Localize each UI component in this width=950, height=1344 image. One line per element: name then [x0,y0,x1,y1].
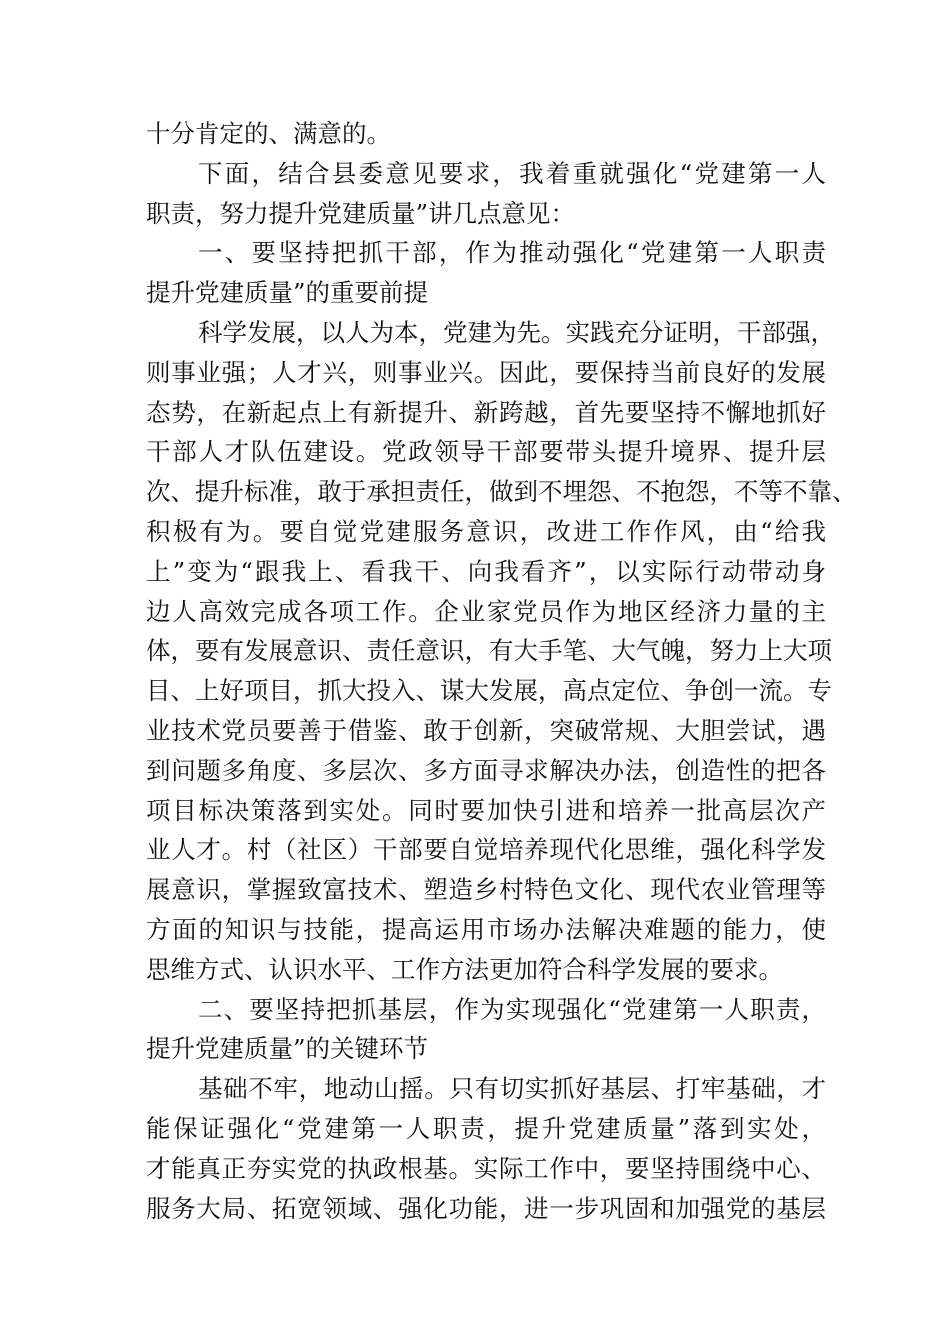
text-line: 积极有为。要自觉党建服务意识，改进工作作风，由“给我 [146,516,826,546]
text-line: 到问题多角度、多层次、多方面寻求解决办法，创造性的把各 [146,755,826,785]
text-line: 展意识，掌握致富技术、塑造乡村特色文化、现代农业管理等 [146,875,826,905]
text-line: 边人高效完成各项工作。企业家党员作为地区经济力量的主 [146,596,826,626]
text-line: 职责，努力提升党建质量”讲几点意见： [146,198,576,228]
text-line: 目、上好项目，抓大投入、谋大发展，高点定位、争创一流。专 [146,676,832,706]
text-line: 基础不牢，地动山摇。只有切实抓好基层、打牢基础，才 [198,1074,826,1104]
section-heading-line: 二、要坚持把抓基层，作为实现强化“党建第一人职责， [198,994,826,1024]
text-line: 科学发展，以人为本，党建为先。实践充分证明，干部强， [198,317,835,347]
section-heading-line: 提升党建质量”的关键环节 [146,1034,429,1064]
text-line: 项目标决策落到实处。同时要加快引进和培养一批高层次产 [146,795,826,825]
text-line: 干部人才队伍建设。党政领导干部要带头提升境界、提升层 [146,437,826,467]
text-line: 上”变为“跟我上、看我干、向我看齐”，以实际行动带动身 [146,556,826,586]
text-line: 下面，结合县委意见要求，我着重就强化“党建第一人 [198,158,826,188]
text-line: 次、提升标准，敢于承担责任，做到不埋怨、不抱怨，不等不靠、 [146,477,857,507]
section-heading-line: 提升党建质量”的重要前提 [146,278,429,308]
text-line: 态势，在新起点上有新提升、新跨越，首先要坚持不懈地抓好 [146,397,826,427]
text-line: 则事业强；人才兴，则事业兴。因此，要保持当前良好的发展 [146,357,826,387]
text-line: 才能真正夯实党的执政根基。实际工作中，要坚持围绕中心、 [146,1153,826,1183]
text-line: 思维方式、认识水平、工作方法更加符合科学发展的要求。 [146,954,783,984]
document-body [146,114,857,1228]
text-line: 方面的知识与技能，提高运用市场办法解决难题的能力，使 [146,914,826,944]
text-line: 能保证强化“党建第一人职责，提升党建质量”落到实处， [146,1113,826,1143]
text-line: 业技术党员要善于借鉴、敢于创新，突破常规、大胆尝试，遇 [146,715,826,745]
text-line: 十分肯定的、满意的。 [146,119,391,148]
text-line: 服务大局、拓宽领域、强化功能，进一步巩固和加强党的基层 [146,1193,826,1223]
section-heading-line: 一、要坚持把抓干部，作为推动强化“党建第一人职责 [198,238,826,268]
text-line: 体，要有发展意识、责任意识，有大手笔、大气魄，努力上大项 [146,636,832,666]
text-line: 业人才。村（社区）干部要自觉培养现代化思维，强化科学发 [146,835,826,865]
